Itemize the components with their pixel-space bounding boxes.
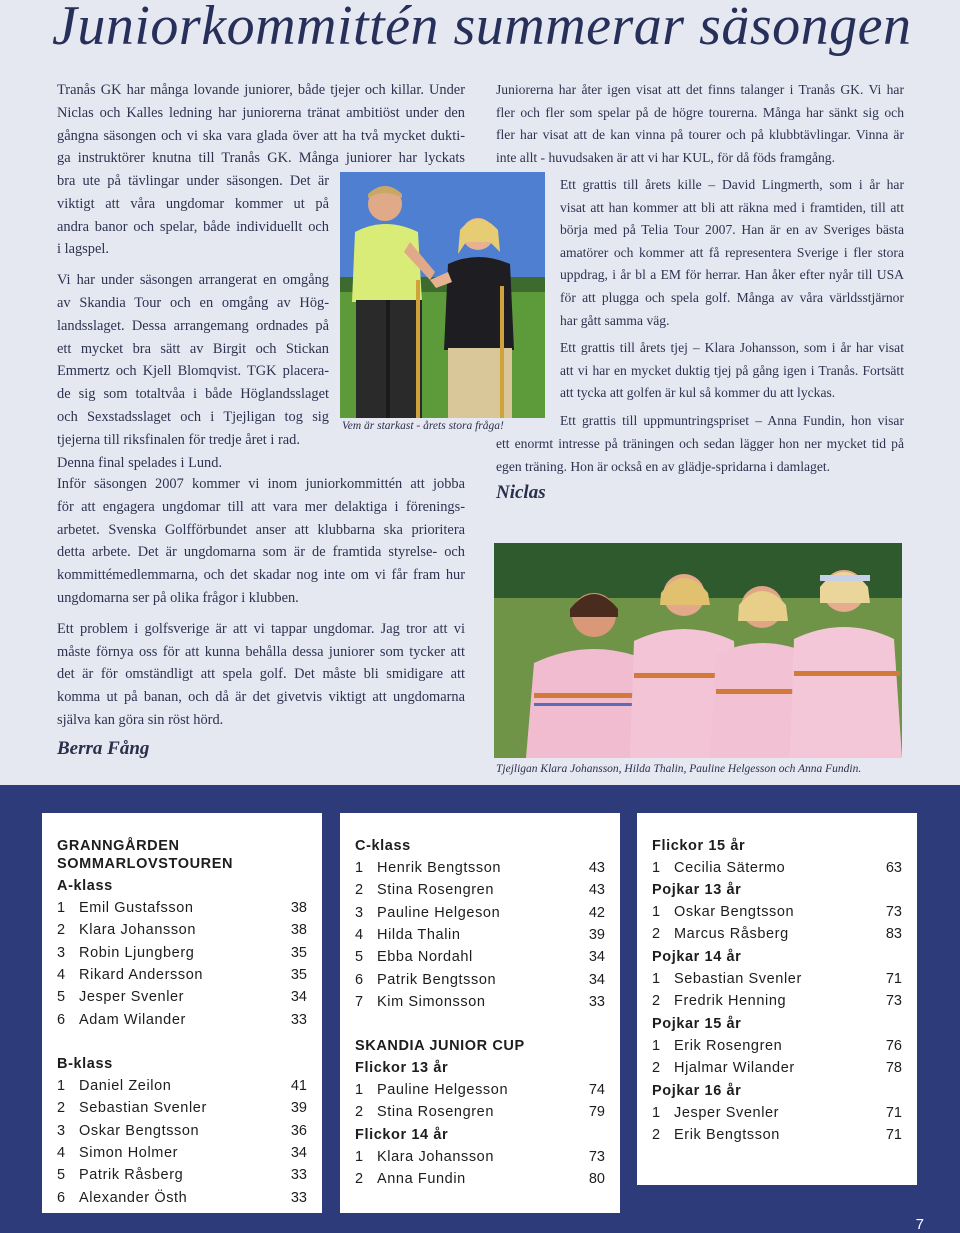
class-label: B-klass <box>57 1056 113 1072</box>
photo-people-illustration <box>340 172 545 418</box>
text-line: ett enormt intresse på träningen och sedan lägger hon ner mycket tid på <box>496 436 904 451</box>
result-score: 73 <box>588 1149 605 1165</box>
result-score: 73 <box>885 904 902 920</box>
right-column-top <box>496 79 904 169</box>
text-line: viktigt att våra ungdomar kommer ut på <box>57 195 329 212</box>
result-row <box>355 857 605 879</box>
photo-tjejligan <box>494 543 902 758</box>
result-score: 39 <box>290 1100 307 1117</box>
text-line: amatörer och kommer att få representera Sverige i fler stora <box>560 244 904 260</box>
result-name: Jesper Svenler <box>79 989 185 1006</box>
result-name: Patrik Råsberg <box>79 1167 184 1184</box>
result-name: Erik Rosengren <box>674 1038 783 1054</box>
class-label: Flickor 15 år <box>652 838 746 854</box>
class-label: Pojkar 15 år <box>652 1016 742 1032</box>
result-score: 41 <box>290 1078 307 1094</box>
result-rank: 2 <box>355 882 364 899</box>
text-line: Ett problem i golfsverige är att vi tappar ungdomar. Jag tror att vi <box>57 620 465 637</box>
result-rank: 2 <box>355 1104 364 1121</box>
result-score: 79 <box>588 1104 605 1121</box>
text-line: Juniorerna har åter igen visat att det finns talanger i Tranås GK. Vi har <box>496 82 904 97</box>
right-column-bottom <box>496 433 904 478</box>
result-rank: 2 <box>57 922 66 939</box>
class-label: Pojkar 16 år <box>652 1083 742 1099</box>
text-line: tjejerna till riksfinalen för tredje året i rad. <box>57 431 300 448</box>
text-line: fler och fler som spelar på de högre tourerna. Många har sänkt sig och <box>496 104 904 120</box>
result-row <box>57 919 307 941</box>
result-rank: 3 <box>355 904 364 921</box>
text-line: Ett grattis till uppmuntringspriset – Anna Fundin, hon visar <box>560 412 904 428</box>
result-row <box>652 1124 902 1146</box>
result-name: Alexander Östh <box>79 1189 188 1206</box>
text-line: för att engagera ungdomar till att vara mer delaktiga i förenings- <box>57 498 465 515</box>
text-line: har gått samma väg. <box>560 312 670 328</box>
result-row <box>57 1187 307 1209</box>
result-row <box>652 1057 902 1079</box>
result-score: 83 <box>885 926 902 943</box>
result-row <box>57 897 307 919</box>
text-line: för att plugga och spela golf. Många av våra världsstjärnor <box>560 289 904 305</box>
result-name: Simon Holmer <box>79 1144 179 1161</box>
result-rank: 1 <box>355 860 364 876</box>
result-rank: 2 <box>652 926 661 943</box>
photo1-caption: Vem är starkast - årets stora fråga! <box>342 420 504 432</box>
text-line: själva kan göra sin röst hörd. <box>57 711 224 728</box>
text-line: Emmertz och Kjell Blomqvist. TGK placera- <box>57 363 329 380</box>
result-rank: 4 <box>57 966 66 983</box>
result-score: 33 <box>588 993 605 1010</box>
result-rank: 1 <box>355 1149 364 1165</box>
results-card-1 <box>42 813 322 1213</box>
result-row <box>355 902 605 924</box>
result-row <box>57 1142 307 1164</box>
result-rank: 1 <box>652 860 661 876</box>
text-line: Niclas och Kalles ledning har juniorerna tränat ambitiöst under den <box>57 104 465 121</box>
result-name: Kim Simonsson <box>377 993 486 1010</box>
result-row <box>57 1097 307 1119</box>
left-intro <box>57 79 465 170</box>
text-line: visat att han kommer att bli att räkna med i framtiden, till att <box>560 199 904 215</box>
result-name: Patrik Bengtsson <box>377 971 497 988</box>
text-line: landsslaget. Dessa arrangemang ordnades på <box>57 317 329 334</box>
result-row <box>355 924 605 946</box>
text-line: Ett grattis till årets kille – David Lingmerth, som i år har <box>560 177 904 192</box>
result-row <box>57 1120 307 1142</box>
text-line: arbetet. Svenska Golfförbundet anser att klubbarna ska prioritera <box>57 521 465 538</box>
text-line: att vi har en mycket duktig tjej på gång igen i Tranås. Fortsätt <box>560 362 904 378</box>
result-row <box>57 1075 307 1097</box>
text-line: det är för omständligt att spela golf. Det måste bli smidigare att <box>57 666 465 683</box>
text-line: Vi har under säsongen arrangerat en omgång <box>57 272 329 289</box>
class-label: Pojkar 14 år <box>652 949 742 965</box>
result-rank: 3 <box>57 1122 66 1139</box>
result-rank: 5 <box>57 1167 66 1184</box>
result-name: Anna Fundin <box>377 1171 466 1188</box>
text-line: bra ute på tävlingar under säsongen. Det är <box>57 173 329 189</box>
text-line: komma ut på banan, och då är det givetvis viktigt att ungdomarna <box>57 689 465 706</box>
result-row <box>355 946 605 968</box>
result-rank: 1 <box>57 900 66 916</box>
class-label: Pojkar 13 år <box>652 882 742 898</box>
result-name: Erik Bengtsson <box>674 1127 780 1144</box>
result-rank: 2 <box>355 1171 364 1188</box>
text-line: Tranås GK har många lovande juniorer, både tjejer och killar. Under <box>57 82 465 98</box>
result-name: Hilda Thalin <box>377 926 461 943</box>
signature-left: Berra Fång <box>57 738 150 759</box>
result-score: 38 <box>290 922 307 939</box>
text-line: egen träning. Hon är också en av glädje-spridarna i damlaget. <box>496 458 831 474</box>
result-row <box>652 1035 902 1057</box>
result-score: 34 <box>290 1144 307 1161</box>
text-line: uppdrag, i år bl a EM för herrar. Han åker efter nyår till USA <box>560 267 904 283</box>
result-name: Klara Johansson <box>79 922 197 939</box>
result-score: 35 <box>290 966 307 983</box>
result-score: 33 <box>290 1011 307 1028</box>
result-score: 43 <box>588 860 605 876</box>
result-name: Robin Ljungberg <box>79 944 195 961</box>
left-column-wide <box>57 473 465 732</box>
result-rank: 7 <box>355 993 364 1010</box>
result-score: 80 <box>588 1171 605 1188</box>
results-card-3 <box>637 813 917 1185</box>
page-title: Juniorkommittén summerar säsongen <box>52 0 912 57</box>
right-column-narrow <box>560 174 904 433</box>
result-score: 36 <box>290 1122 307 1139</box>
results-card-2 <box>340 813 620 1213</box>
result-row <box>355 969 605 991</box>
text-line: att tycka att golfen är kul så kommer du att lyckas. <box>560 385 836 401</box>
result-score: 71 <box>885 1105 902 1121</box>
result-score: 35 <box>290 944 307 961</box>
text-line: måste förnya oss för att kunna behålla dessa juniorer som tycker att <box>57 643 465 660</box>
result-row <box>57 1164 307 1186</box>
result-rank: 1 <box>57 1078 66 1094</box>
result-score: 33 <box>290 1167 307 1184</box>
result-row <box>355 1101 605 1123</box>
result-name: Fredrik Henning <box>674 993 787 1010</box>
text-line: fler har visat att de kan vinna på tourer och på klubbtävlingar. Vinna är <box>496 127 904 143</box>
result-score: 71 <box>885 1127 902 1144</box>
result-name: Emil Gustafsson <box>79 900 194 916</box>
class-label: C-klass <box>355 838 411 854</box>
result-rank: 1 <box>652 904 661 920</box>
result-score: 42 <box>588 904 605 921</box>
result-row <box>57 942 307 964</box>
heading: SKANDIA JUNIOR CUP <box>355 1038 525 1054</box>
result-name: Pauline Helgesson <box>377 1082 509 1098</box>
result-score: 34 <box>588 949 605 966</box>
result-score: 34 <box>290 989 307 1006</box>
result-row <box>355 879 605 901</box>
page-number: 7 <box>915 1216 924 1233</box>
class-label: Flickor 14 år <box>355 1127 449 1143</box>
text-line: ungdomarna ser på olika frågor i klubben. <box>57 589 299 606</box>
result-row <box>355 1079 605 1101</box>
text-line: ett mycket bra sätt av Birgit och Stickan <box>57 340 329 357</box>
text-line: Denna final spelades i Lund. <box>57 454 223 471</box>
result-score: 78 <box>885 1060 902 1077</box>
result-score: 71 <box>885 971 902 987</box>
text-line: börja med på Telia Tour 2007. Han är en av Sveriges bästa <box>560 222 904 238</box>
photo2-caption: Tjejligan Klara Johansson, Hilda Thalin, Pauline Helgesson och Anna Fundin. <box>496 763 862 775</box>
result-rank: 6 <box>355 971 364 988</box>
result-name: Hjalmar Wilander <box>674 1060 795 1077</box>
result-rank: 2 <box>652 1127 661 1144</box>
result-score: 38 <box>290 900 307 916</box>
class-label: Flickor 13 år <box>355 1060 449 1076</box>
result-rank: 2 <box>652 1060 661 1077</box>
text-line: detta arbete. Det är ungdomarna som är de framtida styrelse- och <box>57 544 465 561</box>
result-row <box>355 1168 605 1190</box>
result-row <box>57 964 307 986</box>
text-line: andra banor och spelar, både individuellt och <box>57 218 329 235</box>
result-name: Henrik Bengtsson <box>377 860 502 876</box>
result-score: 73 <box>885 993 902 1010</box>
result-score: 39 <box>588 926 605 943</box>
result-name: Stina Rosengren <box>377 1104 495 1121</box>
result-row <box>652 857 902 879</box>
text-line: av Skandia Tour och en omgång av Hög- <box>57 294 329 311</box>
result-score: 43 <box>588 882 605 899</box>
result-score: 76 <box>885 1038 902 1054</box>
text-line: Inför säsongen 2007 kommer vi inom juniorkommittén att jobba <box>57 476 465 492</box>
result-rank: 5 <box>355 949 364 966</box>
text-line: ga instruktörer knutna till Tranås GK. Många juniorer har lyckats <box>57 150 465 167</box>
result-score: 63 <box>885 860 902 876</box>
text-line: de sig som totaltvåa i både Höglandsslaget <box>57 386 329 403</box>
result-name: Oskar Bengtsson <box>79 1122 200 1139</box>
heading: SOMMARLOVSTOUREN <box>57 856 234 872</box>
result-row <box>355 991 605 1013</box>
result-rank: 6 <box>57 1189 66 1206</box>
result-name: Jesper Svenler <box>674 1105 780 1121</box>
result-rank: 2 <box>57 1100 66 1117</box>
signature-right: Niclas <box>496 482 546 503</box>
result-row <box>57 986 307 1008</box>
class-label: A-klass <box>57 878 113 894</box>
text-line: och Sexstadsslaget och i Tjejligan tog sig <box>57 408 329 425</box>
result-rank: 3 <box>57 944 66 961</box>
result-rank: 4 <box>355 926 364 943</box>
result-name: Marcus Råsberg <box>674 926 789 943</box>
text-line: kommittémedlemmarna, och det skadar nog inte om vi får fram hur <box>57 567 465 584</box>
result-name: Klara Johansson <box>377 1149 495 1165</box>
result-name: Daniel Zeilon <box>79 1078 172 1094</box>
result-name: Ebba Nordahl <box>377 949 473 966</box>
result-rank: 2 <box>652 993 661 1010</box>
text-line: gångna säsongen och vi ska vara glada över att ha två mycket dukti- <box>57 127 465 144</box>
photo-arm-wrestle <box>340 172 545 418</box>
result-rank: 4 <box>57 1144 66 1161</box>
result-row <box>652 968 902 990</box>
result-score: 34 <box>588 971 605 988</box>
result-row <box>652 990 902 1012</box>
result-row <box>355 1146 605 1168</box>
result-rank: 1 <box>652 1105 661 1121</box>
result-score: 74 <box>588 1082 605 1098</box>
text-line: i lagspel. <box>57 241 109 258</box>
result-name: Sebastian Svenler <box>674 971 802 987</box>
heading: GRANNGÅRDEN <box>57 838 180 854</box>
text-line: Ett grattis till årets tjej – Klara Johansson, som i år har visat <box>560 340 904 356</box>
result-score: 33 <box>290 1189 307 1206</box>
result-row <box>652 901 902 923</box>
left-column-narrow <box>57 170 329 474</box>
result-name: Oskar Bengtsson <box>674 904 795 920</box>
result-row <box>652 923 902 945</box>
result-row <box>652 1102 902 1124</box>
result-rank: 6 <box>57 1011 66 1028</box>
result-name: Pauline Helgeson <box>377 904 501 921</box>
result-rank: 1 <box>355 1082 364 1098</box>
photo-team-illustration <box>494 543 902 758</box>
result-row <box>57 1009 307 1031</box>
result-rank: 5 <box>57 989 66 1006</box>
result-name: Rikard Andersson <box>79 966 204 983</box>
result-name: Adam Wilander <box>79 1011 186 1028</box>
result-rank: 1 <box>652 1038 661 1054</box>
result-name: Sebastian Svenler <box>79 1100 207 1117</box>
result-rank: 1 <box>652 971 661 987</box>
result-name: Stina Rosengren <box>377 882 495 899</box>
text-line: inte allt - huvudsaken är att vi har KUL, för då föds framgång. <box>496 149 835 165</box>
result-name: Cecilia Sätermo <box>674 860 786 876</box>
